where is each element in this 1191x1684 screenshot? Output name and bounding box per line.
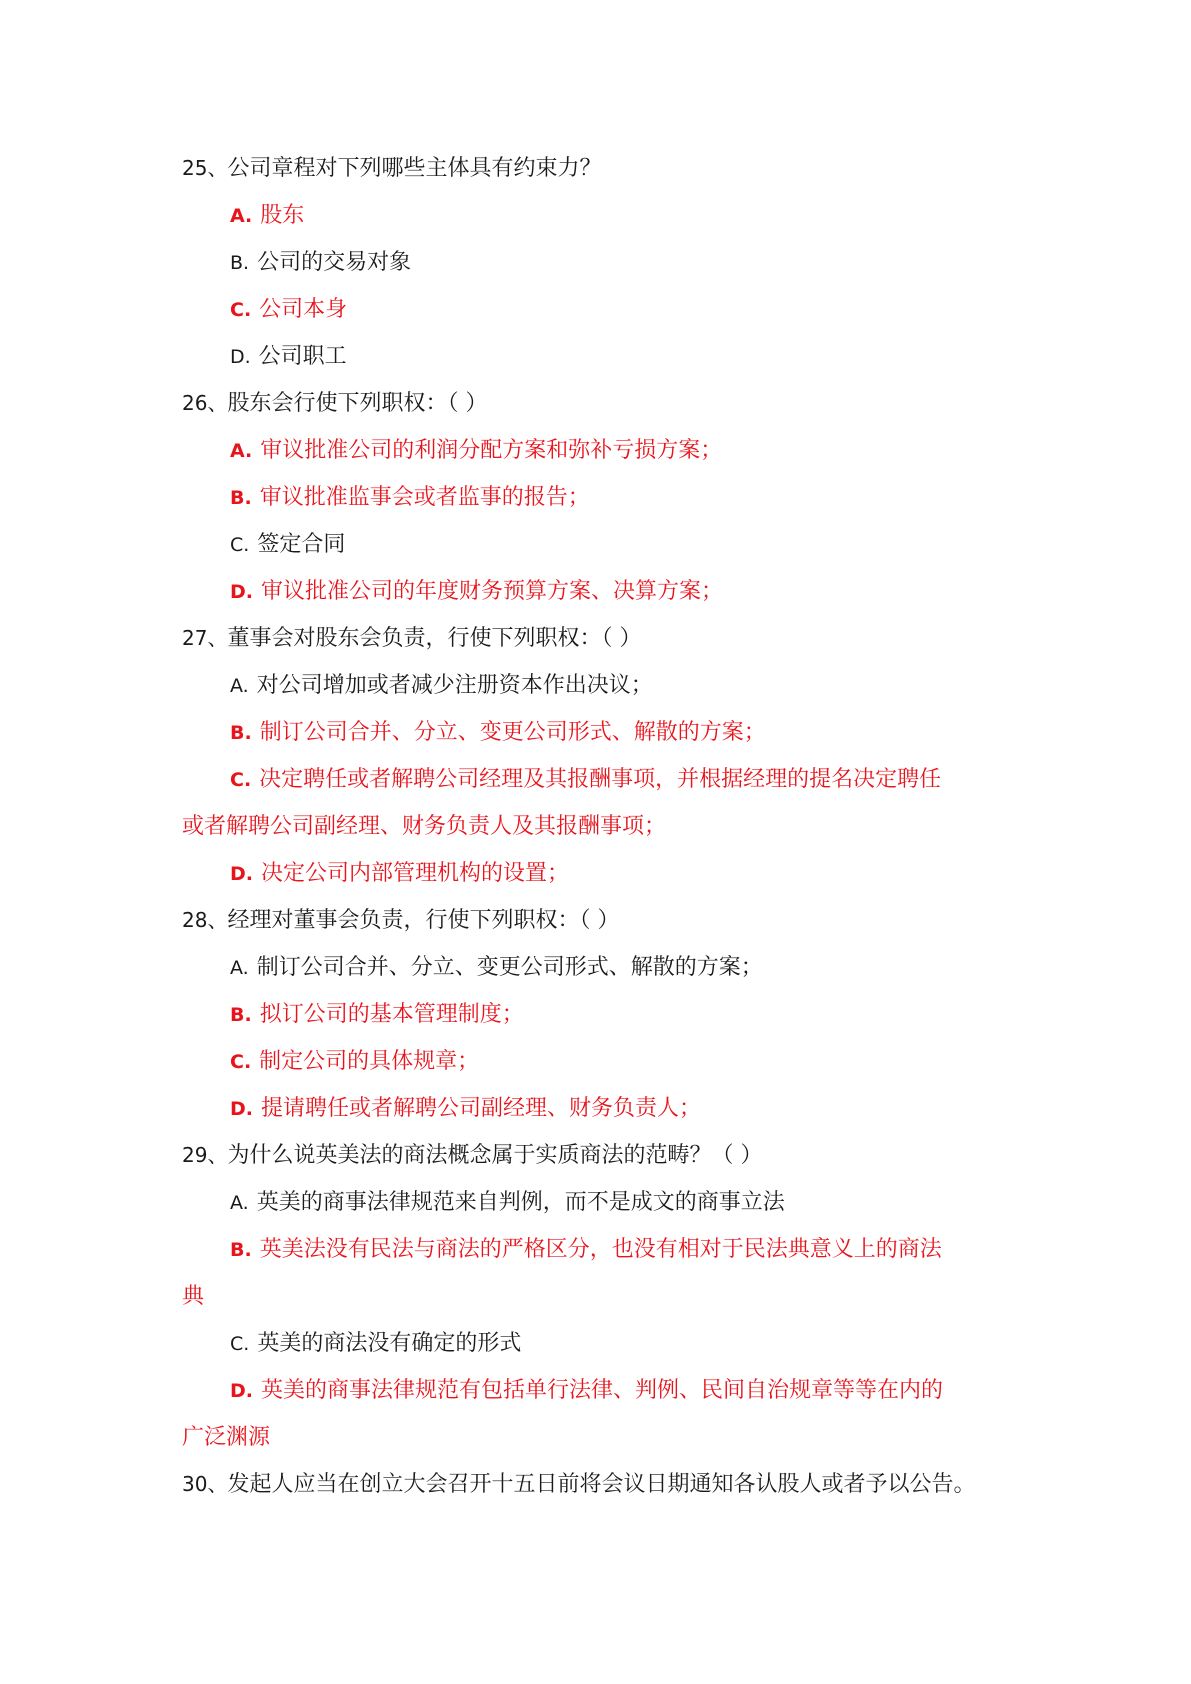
option-26-c	[182, 521, 1022, 568]
question-number: 28、	[182, 908, 228, 932]
option-text: 制定公司的具体规章；	[259, 1049, 480, 1074]
option-text: 制订公司合并、分立、变更公司形式、解散的方案；	[259, 720, 766, 745]
question-number: 30、	[182, 1472, 228, 1496]
option-29-b	[182, 1226, 1022, 1273]
option-letter: D.	[230, 346, 251, 368]
option-letter: A.	[230, 205, 253, 227]
question-30	[182, 1461, 1022, 1508]
option-text: 提请聘任或者解聘公司副经理、财务负责人；	[261, 1096, 702, 1121]
option-text: 股东	[260, 203, 305, 228]
option-text: 对公司增加或者减少注册资本作出决议；	[256, 673, 653, 698]
option-text: 拟订公司的基本管理制度；	[259, 1002, 524, 1027]
option-29-c	[182, 1320, 1022, 1367]
option-text: 决定公司内部管理机构的设置；	[261, 861, 570, 886]
option-29-d-continued	[182, 1414, 1022, 1461]
question-28	[182, 897, 1022, 944]
option-text: 签定合同	[257, 532, 346, 557]
option-text: 公司的交易对象	[257, 250, 412, 275]
option-text: 制订公司合并、分立、变更公司形式、解散的方案；	[256, 955, 763, 980]
option-text: 公司职工	[258, 344, 347, 369]
option-27-c-continued	[182, 803, 1022, 850]
option-letter: A.	[230, 675, 249, 697]
question-text: 股东会行使下列职权：（ ）	[227, 391, 488, 416]
option-letter: C.	[230, 534, 250, 556]
question-27	[182, 615, 1022, 662]
option-letter: C.	[230, 769, 252, 791]
option-letter: D.	[230, 1380, 253, 1402]
option-letter: B.	[230, 722, 252, 744]
option-27-c	[182, 756, 1022, 803]
option-letter: B.	[230, 487, 252, 509]
option-text: 英美的商法没有确定的形式	[257, 1331, 522, 1356]
question-number: 27、	[182, 626, 228, 650]
option-text: 审议批准公司的利润分配方案和弥补亏损方案；	[260, 438, 723, 463]
question-29	[182, 1132, 1022, 1179]
option-letter: A.	[230, 440, 253, 462]
option-letter: D.	[230, 1098, 253, 1120]
option-29-d	[182, 1367, 1022, 1414]
option-text: 英美的商事法律规范来自判例，而不是成文的商事立法	[256, 1190, 785, 1215]
option-text: 英美的商事法律规范有包括单行法律、判例、民间自治规章等等在内的	[261, 1378, 944, 1403]
option-letter: C.	[230, 1051, 252, 1073]
option-25-b	[182, 239, 1022, 286]
option-text: 英美法没有民法与商法的严格区分，也没有相对于民法典意义上的商法	[259, 1237, 942, 1262]
option-letter: D.	[230, 581, 253, 603]
option-25-a	[182, 192, 1022, 239]
option-26-d	[182, 568, 1022, 615]
option-letter: B.	[230, 1004, 252, 1026]
option-26-b	[182, 474, 1022, 521]
option-text: 审议批准监事会或者监事的报告；	[259, 485, 590, 510]
option-letter: A.	[230, 1192, 249, 1214]
option-28-b	[182, 991, 1022, 1038]
option-28-a	[182, 944, 1022, 991]
question-number: 26、	[182, 391, 228, 415]
option-text: 决定聘任或者解聘公司经理及其报酬事项，并根据经理的提名决定聘任	[259, 767, 942, 792]
option-28-d	[182, 1085, 1022, 1132]
option-25-c	[182, 286, 1022, 333]
option-26-a	[182, 427, 1022, 474]
question-number: 29、	[182, 1143, 228, 1167]
option-text: 审议批准公司的年度财务预算方案、决算方案；	[261, 579, 724, 604]
question-25	[182, 145, 1022, 192]
option-text-continued: 典	[182, 1284, 205, 1309]
question-26	[182, 380, 1022, 427]
question-text: 为什么说英美法的商法概念属于实质商法的范畴？（ ）	[227, 1143, 763, 1168]
option-29-a	[182, 1179, 1022, 1226]
option-text-continued: 广泛渊源	[182, 1425, 271, 1450]
question-text: 经理对董事会负责，行使下列职权：（ ）	[227, 908, 620, 933]
option-letter: B.	[230, 252, 250, 274]
option-text-continued: 或者解聘公司副经理、财务负责人及其报酬事项；	[182, 814, 667, 839]
option-27-b	[182, 709, 1022, 756]
option-28-c	[182, 1038, 1022, 1085]
option-29-b-continued	[182, 1273, 1022, 1320]
option-27-a	[182, 662, 1022, 709]
option-27-d	[182, 850, 1022, 897]
question-list	[182, 145, 1022, 1508]
option-letter: D.	[230, 863, 253, 885]
option-text: 公司本身	[259, 297, 348, 322]
option-letter: A.	[230, 957, 249, 979]
option-25-d	[182, 333, 1022, 380]
option-letter: C.	[230, 1333, 250, 1355]
option-letter: C.	[230, 299, 252, 321]
question-text: 公司章程对下列哪些主体具有约束力？	[227, 156, 602, 181]
question-text: 发起人应当在创立大会召开十五日前将会议日期通知各认股人或者予以公告。	[227, 1472, 976, 1497]
option-letter: B.	[230, 1239, 252, 1261]
question-text: 董事会对股东会负责，行使下列职权：（ ）	[227, 626, 642, 651]
question-number: 25、	[182, 156, 228, 180]
